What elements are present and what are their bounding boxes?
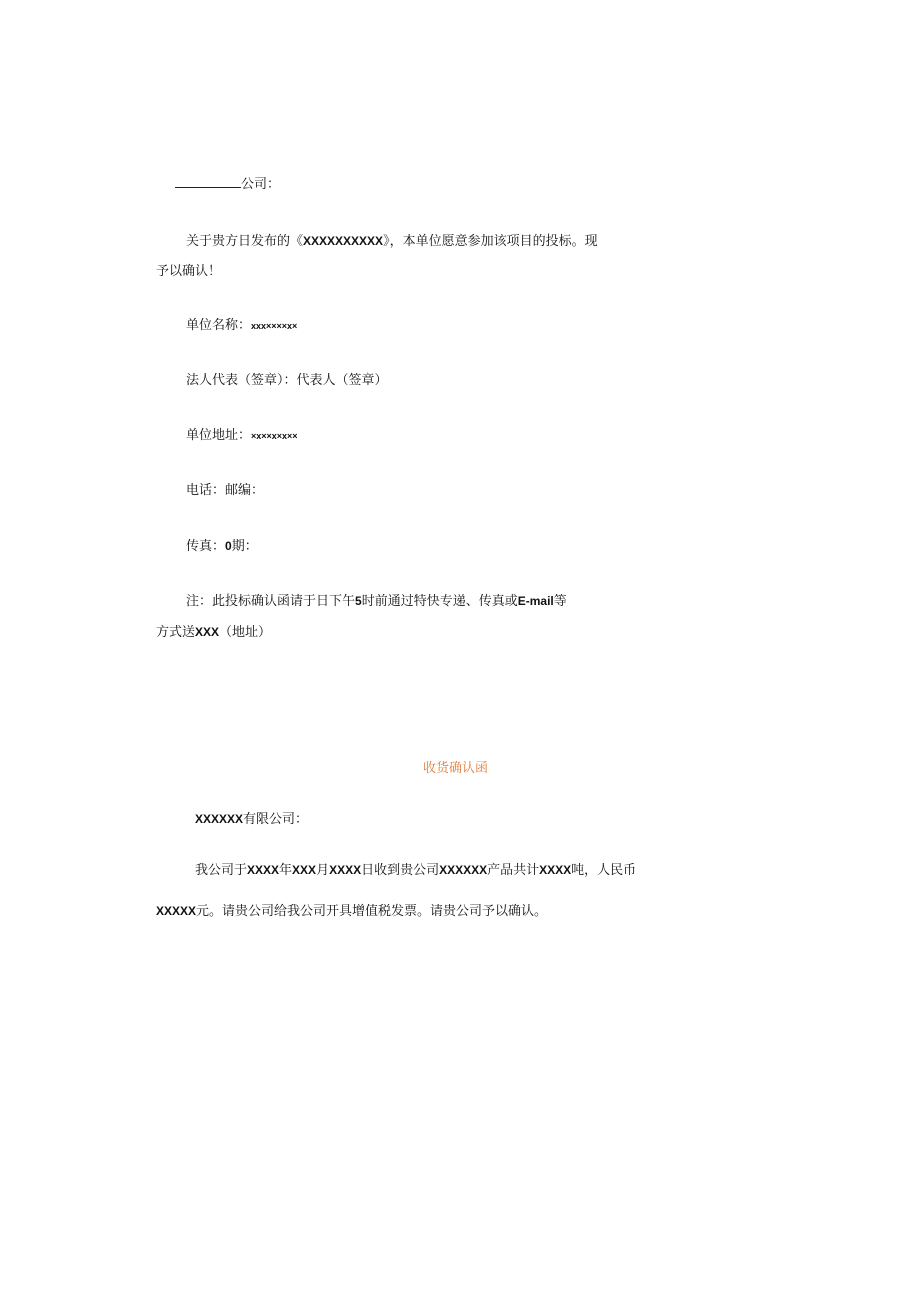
unit-address-line [186,427,298,445]
note-address: （地址） [219,625,272,640]
receipt-year-unit: 年 [279,863,293,878]
unit-name-value: xxx××××x× [251,321,298,331]
note-recipient: XXX [195,625,220,639]
addressee-suffix: 公司： [241,177,281,192]
note-text: 注：此投标确认函请于日下午 [186,594,356,609]
legal-rep-line [186,372,388,390]
receipt-product: XXXXXX [439,863,488,877]
receipt-title-text: 收货确认函 [423,761,489,776]
phone-line [186,482,264,500]
receipt-year: XXXX [247,863,280,877]
receipt-body-text-3: 产品共计 [487,863,540,878]
note-line-1 [186,592,567,611]
unit-name-line [186,317,297,335]
fax-line [186,537,258,556]
receipt-quantity: XXXX [539,863,572,877]
legal-rep-text: 法人代表（签章）：代表人（签章） [186,373,388,388]
receipt-body-line-1 [195,861,636,880]
note-method: 方式送 [156,625,196,640]
receipt-month: XXX [292,863,317,877]
receipt-body-line-2 [156,902,547,921]
date-label: 期： [231,539,258,554]
note-hour: 5 [355,594,362,608]
phone-postcode-text: 电话：邮编： [186,483,265,498]
fax-label: 传真： [186,539,226,554]
paragraph-1-line-2 [156,263,221,281]
receipt-addressee-code: XXXXXX [195,812,244,826]
addressee-line [175,176,280,194]
receipt-body-text: 我公司于 [195,863,248,878]
note-line-2 [156,623,271,642]
receipt-body-text-end: 元。请贵公司给我公司开具增值税发票。请贵公司予以确认。 [196,904,548,919]
receipt-amount: XXXXX [156,904,197,918]
paragraph-1-text-continued: 》，本单位愿意参加该项目的投标。现 [383,234,598,249]
addressee-blank [175,176,241,188]
fax-value: 0 [225,539,232,553]
paragraph-1-text: 关于贵方日发布的《 [186,234,304,249]
note-email: E-mail [517,594,554,608]
receipt-letter-title [423,760,488,778]
note-text-continued: 时前通过特快专递、传真或 [361,594,518,609]
receipt-day: XXXX [329,863,362,877]
unit-name-label: 单位名称： [186,318,252,333]
receipt-addressee-suffix: 有限公司： [243,812,309,827]
receipt-month-unit: 月 [316,863,330,878]
paragraph-1-line-1 [186,232,598,251]
unit-address-label: 单位地址： [186,428,252,443]
note-text-end: 等 [553,594,567,609]
unit-address-value: ×x××x×x×× [251,431,298,441]
receipt-addressee-line [195,810,308,829]
paragraph-1-text-end: 予以确认！ [156,264,222,279]
receipt-body-text-2: 日收到贵公司 [361,863,440,878]
receipt-body-text-4: 吨，人民币 [571,863,637,878]
project-name: XXXXXXXXXX [303,234,384,248]
